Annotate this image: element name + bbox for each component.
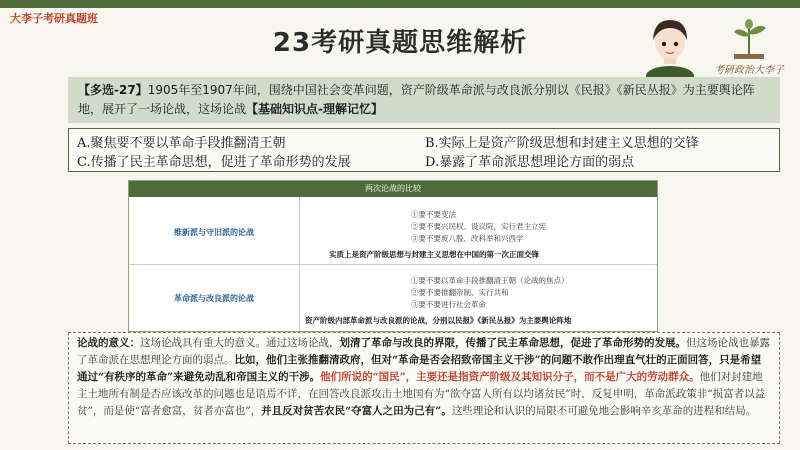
- row-label-revolution-vs-reform: 革命派与改良派的论战: [174, 294, 254, 303]
- row-label-reform-vs-conservative: 维新派与守旧派的论战: [174, 228, 254, 237]
- option-c: C.传播了民主革命思想，促进了革命形势的发展: [77, 155, 351, 170]
- comparison-table: [128, 180, 658, 332]
- table-divider-horizontal: [129, 264, 657, 265]
- analysis-highlight-red: 他们所说的“国民”，主要还是指资产阶级及其知识分子，而不是广大的劳动群众。: [320, 371, 700, 383]
- analysis-text: 这些理论和认识的局限不可避免地会影响辛亥革命的进程和结局。: [451, 405, 757, 417]
- question-text: 1905年至1907年间，围绕中国社会变革问题，资产阶级革命派与改良派分别以《民报》《新民丛报》为主要舆论阵地，展开了一场论战，这场论战: [78, 83, 755, 116]
- teacher-avatar: [642, 14, 698, 78]
- brand-logo-text: 考研政治大李子: [714, 65, 784, 76]
- analysis-box: [68, 332, 780, 444]
- analysis-heading: 论战的意义：: [77, 337, 140, 349]
- page-title: 23考研真题思维解析: [272, 28, 528, 58]
- analysis-bold: 划清了革命与改良的界限，传播了民主革命思想，促进了革命形势的发展。: [339, 337, 686, 349]
- row2-summary: 资产阶级内部革命派与改良派的论战，分别以民报》《新民丛报》为主要舆论阵地: [305, 316, 572, 325]
- option-a: A.聚焦要不要以革命手段推翻清王朝: [77, 136, 286, 151]
- option-d: D.暴露了革命派思想理论方面的弱点: [425, 155, 635, 170]
- analysis-text: 但这场论战也暴露了革命派在思想理论方面的弱点。: [77, 337, 770, 366]
- brand-label: 大李子考研真题班: [10, 12, 98, 25]
- row1-item: ②要不要兴民权、设议院，实行君主立宪: [411, 222, 546, 231]
- row1-item: ①要不要变法: [411, 210, 456, 219]
- question-tag: 【多选-27】: [78, 83, 148, 97]
- options-box: [68, 128, 780, 172]
- row1-items: [411, 209, 546, 245]
- row2-item: ①要不要以革命手段推翻清王朝（论战的焦点）: [411, 276, 569, 285]
- row1-item: ③要不要废八股、改科举和兴西学: [411, 234, 524, 243]
- row1-summary: 实质上是资产阶级思想与封建主义思想在中国的第一次正面交锋: [329, 250, 539, 259]
- plant-logo-icon: [704, 14, 794, 62]
- analysis-text: 这场论战具有重大的意义。通过这场论战，: [140, 337, 340, 349]
- analysis-text: 他们对封建地主土地所有制是否应该改革的问题也是语焉不详，在回答改良派攻击土地国有为“欲夺富人所有以均诸贫民”时，反复申明，革命派政策非“损富者以益贫”，而是使“富者愈富，贫者亦富也”，: [77, 371, 766, 417]
- analysis-bold: 并且反对贫苦农民“夺富人之田为己有”。: [261, 405, 452, 417]
- top-bar: [0, 0, 800, 8]
- question-box: [68, 77, 780, 123]
- analysis-bold: 比如，他们主张推翻清政府，但对“革命是否会招致帝国主义干涉”的问题不敢作出理直气壮的正面回答，只是希望通过“有秩序的革命”来避免动乱和帝国主义的干涉。: [77, 354, 762, 383]
- question-note: 【基础知识点-理解记忆】: [246, 102, 383, 116]
- row2-items: [411, 275, 569, 311]
- option-b: B.实际上是资产阶级思想和封建主义思想的交锋: [425, 136, 699, 151]
- row2-item: ③要不要进行社会革命: [411, 300, 486, 309]
- brand-logo: [704, 14, 794, 78]
- table-header: 两次论战的比较: [129, 181, 657, 197]
- row2-item: ②要不要推翻帝制、实行共和: [411, 288, 509, 297]
